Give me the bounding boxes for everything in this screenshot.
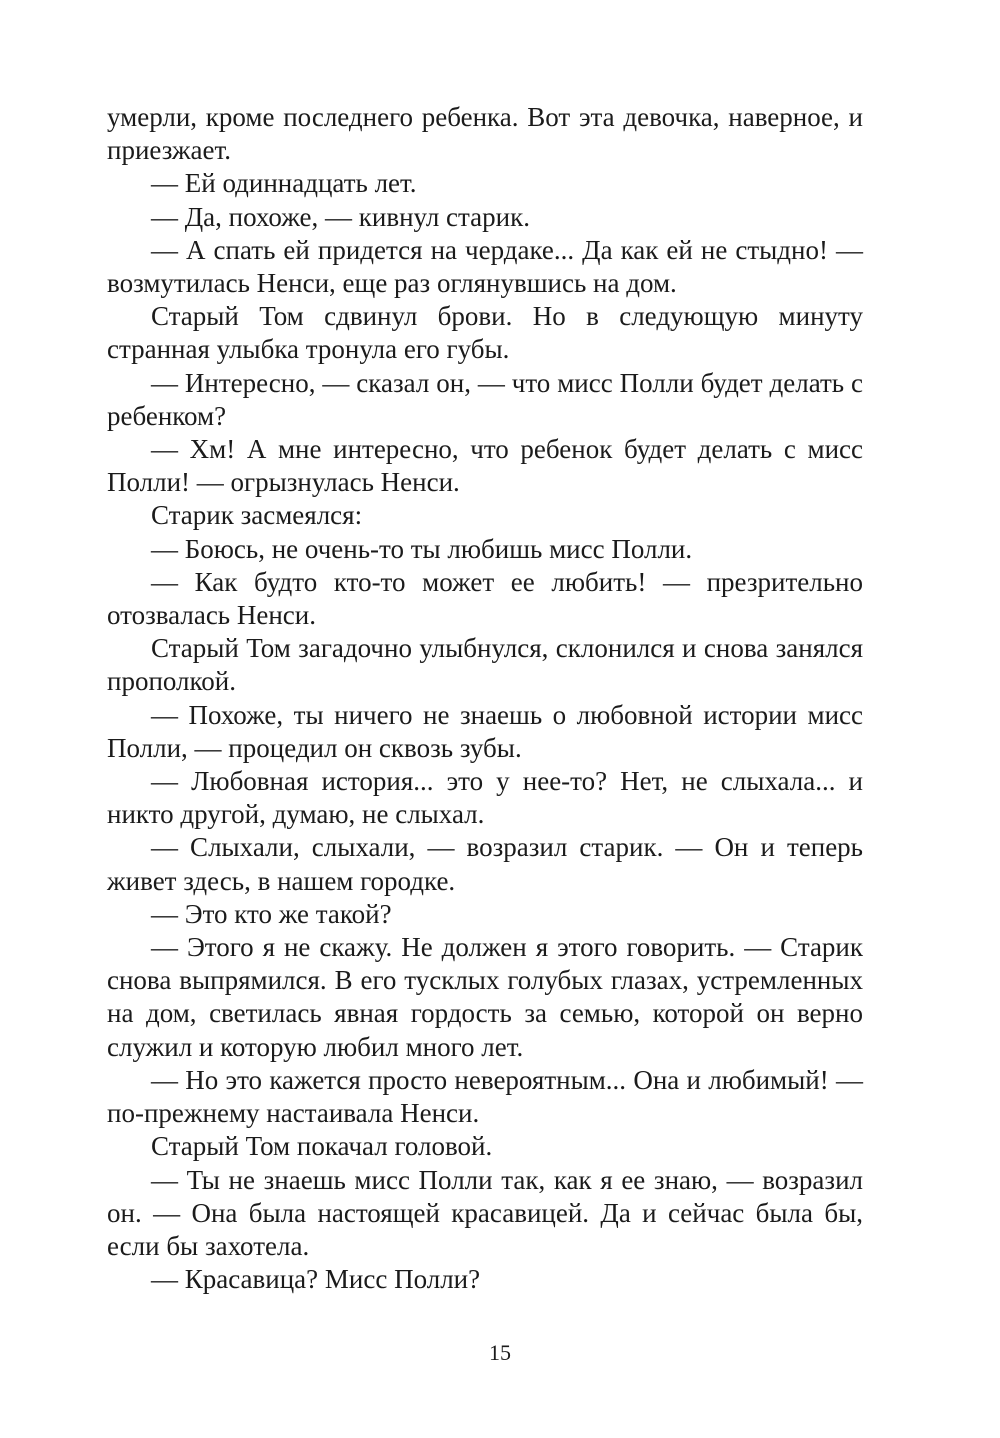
paragraph: Старый Том сдвинул брови. Но в следующую минуту странная улыбка тронула его губы.	[107, 301, 863, 365]
paragraph: — Похоже, ты ничего не знаешь о любовной истории мисс Полли, — процедил он сквозь зубы.	[107, 699, 863, 763]
paragraph: Старик засмеялся:	[151, 500, 363, 531]
paragraph: — А спать ей придется на чердаке... Да как ей не стыдно! — возмутилась Ненси, еще раз оглянувшись на дом.	[107, 234, 863, 299]
paragraph: — Слыхали, слыхали, — возразил старик. — Он и теперь живет здесь, в нашем городке.	[107, 832, 863, 896]
paragraph: — Но это кажется просто невероятным... Она и любимый! — по-прежнему настаивала Ненси.	[107, 1064, 863, 1129]
paragraph: — Любовная история... это у нее-то? Нет, не слыхала... и никто другой, думаю, не слыхал.	[107, 766, 863, 830]
paragraph: — Это кто же такой?	[151, 898, 392, 929]
page-number: 15	[489, 1340, 511, 1365]
paragraph: — Как будто кто-то может ее любить! — презрительно отозвалась Ненси.	[107, 566, 863, 631]
paragraph: умерли, кроме последнего ребенка. Вот эта девочка, наверное, и приезжает.	[107, 102, 863, 166]
paragraph: — Ей одиннадцать лет.	[151, 168, 417, 199]
paragraph: — Красавица? Мисс Полли?	[151, 1264, 481, 1295]
body-text	[107, 101, 863, 1296]
paragraph: Старый Том покачал головой.	[151, 1131, 493, 1162]
paragraph: — Да, похоже, — кивнул старик.	[151, 201, 530, 232]
paragraph: — Боюсь, не очень-то ты любишь мисс Полли.	[151, 533, 693, 564]
paragraph: — Интересно, — сказал он, — что мисс Полли будет делать с ребенком?	[107, 367, 863, 431]
paragraph: Старый Том загадочно улыбнулся, склонился и снова занялся прополкой.	[107, 633, 863, 697]
paragraph: — Этого я не скажу. Не должен я этого говорить. — Старик снова выпрямился. В его тусклых голубых глазах, устремленных на дом, светилась явная гордость за семью, которой он верно служил и которую любил много лет.	[107, 932, 863, 1062]
paragraph: — Ты не знаешь мисс Полли так, как я ее знаю, — возразил он. — Она была настоящей красавицей. Да и сейчас была бы, если бы захотела.	[107, 1164, 863, 1261]
paragraph: — Хм! А мне интересно, что ребенок будет делать с мисс Полли! — огрызнулась Ненси.	[107, 434, 863, 498]
